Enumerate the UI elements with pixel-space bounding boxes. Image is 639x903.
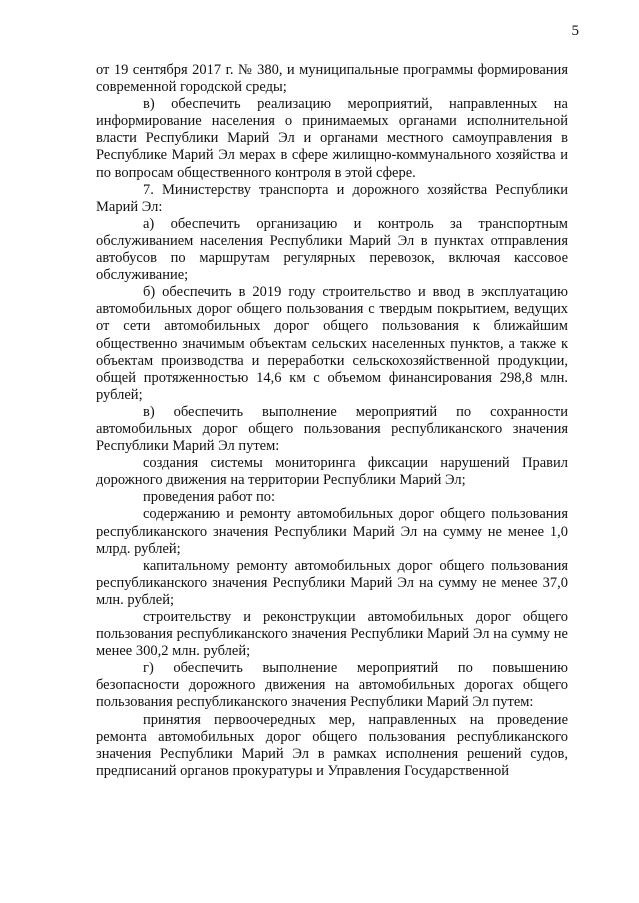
paragraph: капитальному ремонту автомобильных дорог общего пользования республиканского значения Республики Марий Эл на сумму не менее 37,0 млн. рублей; bbox=[96, 557, 568, 608]
paragraph: принятия первоочередных мер, направленных на проведение ремонта автомобильных дорог общего пользования республиканского значения Республики Марий Эл в рамках исполнения решений судов, предписаний органов прокуратуры и Управления Государственной bbox=[96, 711, 568, 779]
paragraph: содержанию и ремонту автомобильных дорог общего пользования республиканского значения Республики Марий Эл на сумму не менее 1,0 млрд. рублей; bbox=[96, 506, 568, 557]
paragraph: 7. Министерству транспорта и дорожного хозяйства Республики Марий Эл: bbox=[96, 181, 568, 215]
paragraph: б) обеспечить в 2019 году строительство и ввод в эксплуатацию автомобильных дорог общего пользования с твердым покрытием, ведущих от сети автомобильных дорог общего пользования к ближайшим общественно значимым объектам сельских населенных пунктов, а также к объектам производства и переработки сельскохозяйственной продукции, общей протяженностью 14,6 км с объемом финансирования 298,8 млн. рублей; bbox=[96, 284, 568, 403]
document-body bbox=[96, 62, 568, 780]
paragraph: строительству и реконструкции автомобильных дорог общего пользования республиканского значения Республики Марий Эл на сумму не менее 300,2 млн. рублей; bbox=[96, 609, 568, 660]
paragraph: от 19 сентября 2017 г. № 380, и муниципальные программы формирования современной городской среды; bbox=[96, 62, 568, 96]
paragraph: г) обеспечить выполнение мероприятий по повышению безопасности дорожного движения на автомобильных дорогах общего пользования республиканского значения Республики Марий Эл путем: bbox=[96, 660, 568, 711]
paragraph: в) обеспечить реализацию мероприятий, направленных на информирование населения о принимаемых органами исполнительной власти Республики Марий Эл и органами местного самоуправления в Республике Марий Эл мерах в сфере жилищно-коммунального хозяйства и по вопросам общественного контроля в этой сфере. bbox=[96, 96, 568, 181]
paragraph: создания системы мониторинга фиксации нарушений Правил дорожного движения на территории Республики Марий Эл; bbox=[96, 455, 568, 489]
paragraph: в) обеспечить выполнение мероприятий по сохранности автомобильных дорог общего пользования республиканского значения Республики Марий Эл путем: bbox=[96, 403, 568, 455]
page-number: 5 bbox=[571, 23, 579, 39]
paragraph: а) обеспечить организацию и контроль за транспортным обслуживанием населения Республики Марий Эл в пунктах отправления автобусов по маршрутам регулярных перевозок, включая кассовое обслуживание; bbox=[96, 215, 568, 284]
paragraph: проведения работ по: bbox=[143, 489, 276, 506]
